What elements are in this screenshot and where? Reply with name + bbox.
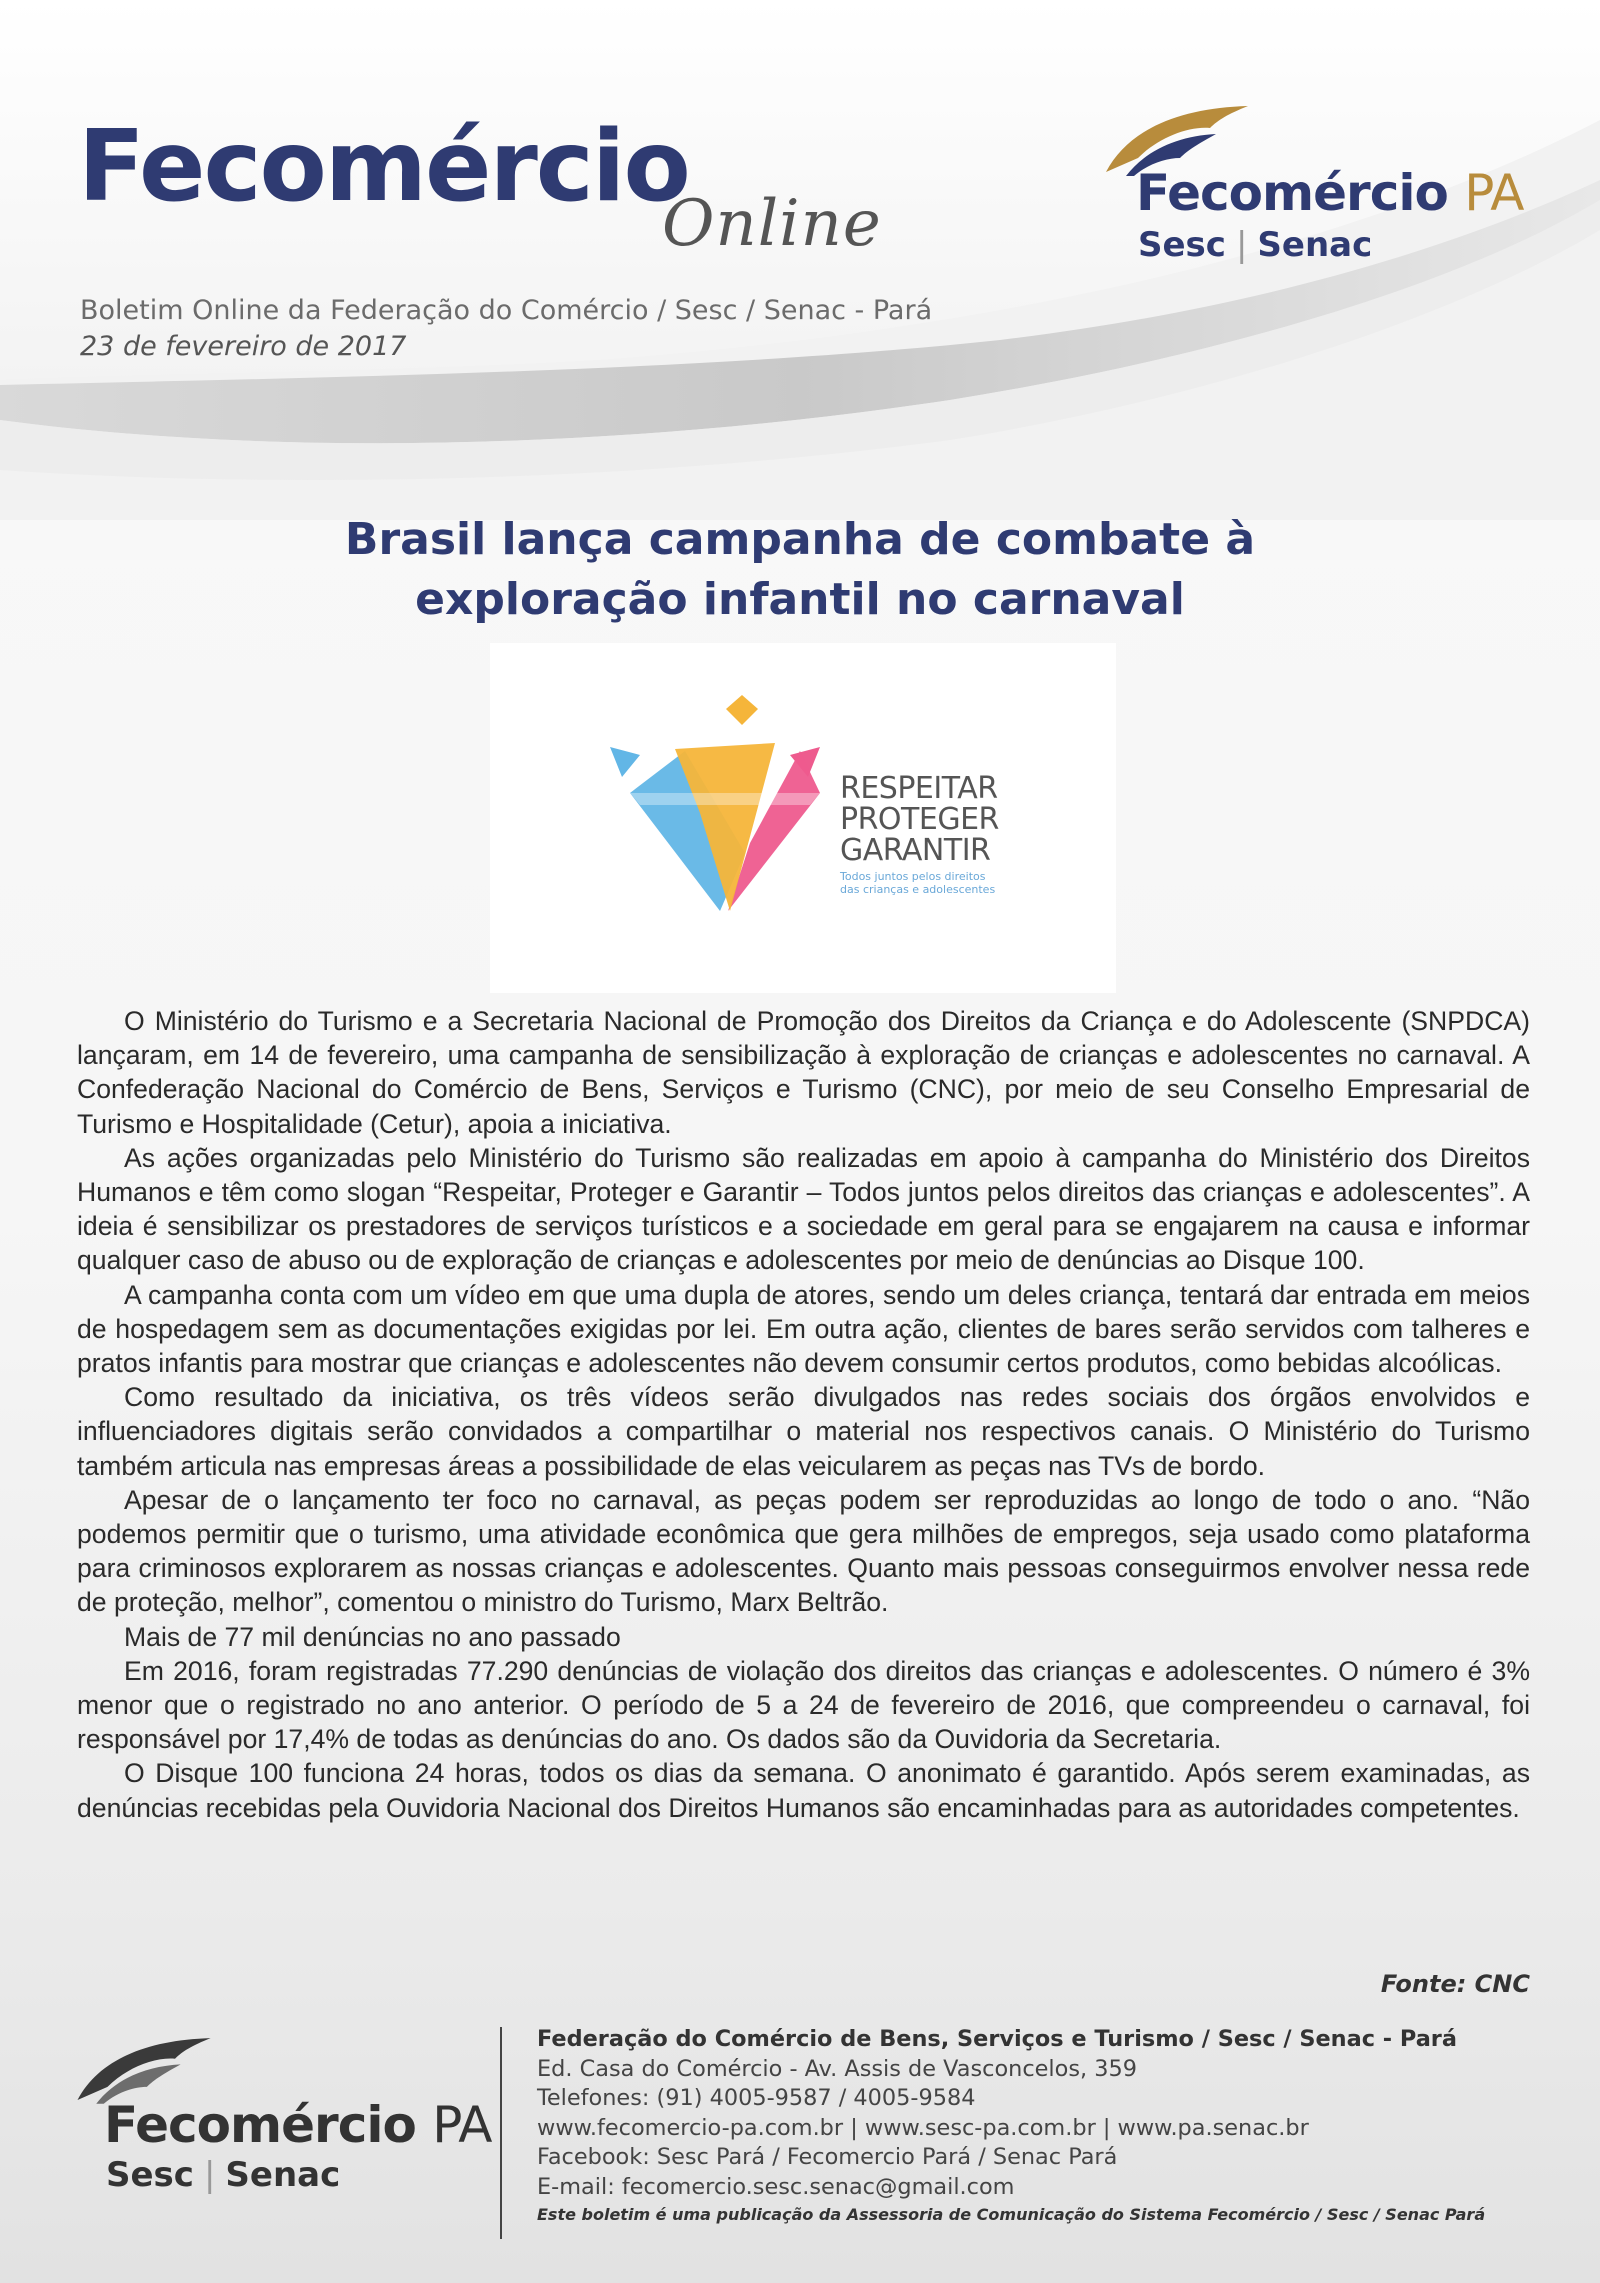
campaign-sub-1: Todos juntos pelos direitos (840, 870, 986, 883)
footer-logo-name (104, 2096, 492, 2154)
footer-note: Este boletim é uma publicação da Assessoria de Comunicação do Sistema Fecomércio / Sesc / Senac Pará (537, 2204, 1486, 2224)
campaign-line-2: PROTEGER (840, 802, 999, 837)
footer-logo-sesc-senac: Sesc | Senac (106, 2155, 341, 2195)
article-paragraph-2: As ações organizadas pelo Ministério do Turismo são realizadas em apoio à campanha do Ministério dos Direitos Humanos e têm como slogan “Respeitar, Proteger e Garantir – Todos juntos pelos direitos das crianças e adolescentes”. A ideia é sensibilizar os prestadores de serviços turísticos e a sociedade em geral para se engajarem na causa e informar qualquer caso de abuso ou de exploração de crianças e adolescentes por meio de denúncias ao Disque 100. (77, 1142, 1530, 1276)
bulletin-date: 23 de fevereiro de 2017 (80, 331, 407, 362)
footer-logo-senac: Senac (225, 2155, 341, 2195)
footer-divider (500, 2027, 502, 2239)
article-headline (250, 510, 1350, 630)
fecomercio-pa-logo (1098, 100, 1524, 280)
logo-senac: Senac (1257, 225, 1373, 265)
article-subheading: Mais de 77 mil denúncias no ano passado (124, 1621, 621, 1652)
footer-logo-region: PA (432, 2096, 492, 2154)
footer-logo-sesc: Sesc (106, 2155, 194, 2195)
article-paragraph-6: Em 2016, foram registradas 77.290 denúncias de violação dos direitos das crianças e adolescentes. O número é 3% menor que o registrado no ano anterior. O período de 5 a 24 de fevereiro de 2016, que compreendeu o carnaval, foi responsável por 17,4% de todas as denúncias do ano. Os dados são da Ouvidoria da Secretaria. (77, 1655, 1530, 1755)
bulletin-subtitle: Online (662, 187, 882, 261)
headline-line-1: Brasil lança campanha de combate à (344, 514, 1256, 565)
footer-facebook: Facebook: Sesc Pará / Fecomercio Pará / Senac Pará (537, 2144, 1118, 2171)
campaign-sub-2: das crianças e adolescentes (840, 883, 996, 896)
campaign-image (490, 643, 1116, 993)
bulletin-tagline: Boletim Online da Federação do Comércio / Sesc / Senac - Pará (80, 295, 933, 326)
article-paragraph-7: O Disque 100 funciona 24 horas, todos os dias da semana. O anonimato é garantido. Após serem examinadas, as denúncias recebidas pela Ouvidoria Nacional dos Direitos Humanos são encaminhadas para as autoridades competentes. (77, 1758, 1530, 1823)
article-paragraph-5: Apesar de o lançamento ter foco no carnaval, as peças podem ser reproduzidas ao longo de todo o ano. “Não podemos permitir que o turismo, uma atividade econômica que gera milhões de empregos, seja usado como plataforma para criminosos explorarem as nossas crianças e adolescentes. Quanto mais pessoas conseguirmos envolver nessa rede de proteção, melhor”, comentou o ministro do Turismo, Marx Beltrão. (77, 1484, 1530, 1618)
article-source: Fonte: CNC (1380, 1970, 1530, 1998)
footer-info (537, 2025, 1537, 2226)
article-paragraph-1: O Ministério do Turismo e a Secretaria Nacional de Promoção dos Direitos da Criança e do Adolescente (SNPDCA) lançaram, em 14 de fevereiro, uma campanha de sensibilização à exploração de crianças e adolescentes no carnaval. A Confederação Nacional do Comércio de Bens, Serviços e Turismo (CNC), por meio de seu Conselho Empresarial de Turismo e Hospitalidade (Cetur), apoia a iniciativa. (77, 1006, 1530, 1139)
footer-phones: Telefones: (91) 4005-9587 / 4005-9584 (537, 2085, 976, 2112)
footer-address: Ed. Casa do Comércio - Av. Assis de Vasconcelos, 359 (537, 2055, 1137, 2082)
campaign-line-3: GARANTIR (840, 833, 991, 868)
footer-logo-name-text: Fecomércio (104, 2096, 416, 2154)
headline-line-2: exploração infantil no carnaval (415, 574, 1185, 625)
footer-websites[interactable]: www.fecomercio-pa.com.br | www.sesc-pa.com.br | www.pa.senac.br (537, 2114, 1309, 2141)
campaign-text (840, 773, 999, 896)
logo-region: PA (1464, 164, 1524, 222)
footer-logo (70, 2030, 492, 2195)
article-paragraph-4: Como resultado da iniciativa, os três vídeos serão divulgados nas redes sociais dos órgãos envolvidos e influenciadores digitais serão convidados a compartilhar o material nos respectivos canais. O Ministério do Turismo também articula nas empresas áreas a possibilidade de elas veicularem as peças nas TVs de bordo. (77, 1382, 1530, 1481)
article-paragraph-3: A campanha conta com um vídeo em que uma dupla de atores, sendo um deles criança, tentará dar entrada em meios de hospedagem sem as documentações exigidas por lei. Em outra ação, clientes de bares serão servidos com talheres e pratos infantis para mostrar que crianças e adolescentes não devem consumir certos produtos, como bebidas alcoólicas. (77, 1279, 1530, 1379)
campaign-line-1: RESPEITAR (840, 771, 998, 806)
diamond-figure-icon (490, 643, 1116, 993)
logo-name-text: Fecomércio (1136, 164, 1448, 222)
footer-org: Federação do Comércio de Bens, Serviços e Turismo / Sesc / Senac - Pará (537, 2026, 1457, 2052)
bulletin-title: Fecomércio (78, 110, 689, 224)
logo-sesc-senac: Sesc | Senac (1138, 225, 1373, 265)
logo-sesc: Sesc (1138, 225, 1226, 265)
article-body (77, 1004, 1530, 1825)
footer-email[interactable]: E-mail: fecomercio.sesc.senac@gmail.com (537, 2173, 1015, 2200)
logo-name (1136, 164, 1524, 222)
